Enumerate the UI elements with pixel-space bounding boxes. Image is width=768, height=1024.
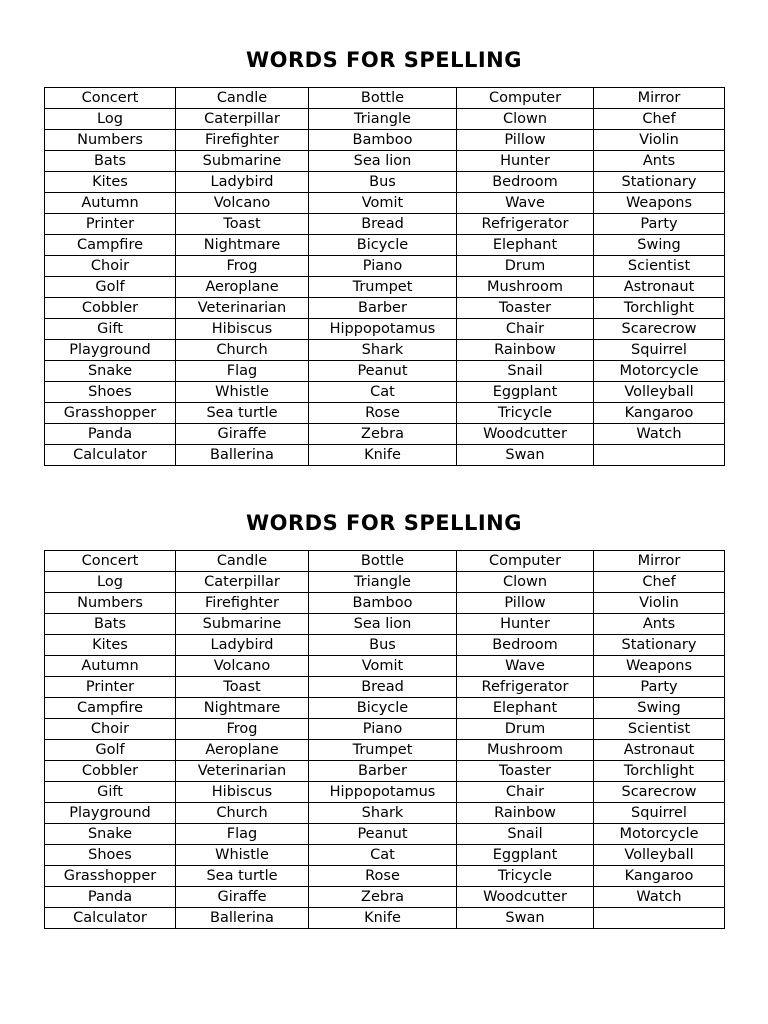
word-cell: Choir (45, 256, 176, 277)
word-cell: Torchlight (594, 298, 725, 319)
word-cell: Scarecrow (594, 782, 725, 803)
word-cell: Bread (309, 214, 457, 235)
word-cell: Stationary (594, 172, 725, 193)
table-row (45, 403, 725, 424)
word-cell: Bats (45, 151, 176, 172)
word-cell: Barber (309, 298, 457, 319)
word-cell: Frog (176, 256, 309, 277)
table-row (45, 298, 725, 319)
word-cell: Triangle (309, 109, 457, 130)
table-row (45, 172, 725, 193)
word-cell: Scientist (594, 719, 725, 740)
word-cell: Volcano (176, 656, 309, 677)
table-row (45, 887, 725, 908)
word-cell: Volleyball (594, 382, 725, 403)
word-cell: Chef (594, 572, 725, 593)
word-cell (594, 908, 725, 929)
word-cell: Volcano (176, 193, 309, 214)
word-cell: Ants (594, 151, 725, 172)
word-cell: Cobbler (45, 298, 176, 319)
word-cell: Playground (45, 340, 176, 361)
word-cell: Sea turtle (176, 403, 309, 424)
word-cell: Party (594, 214, 725, 235)
table-row (45, 656, 725, 677)
word-cell: Nightmare (176, 235, 309, 256)
word-cell: Playground (45, 803, 176, 824)
table-row (45, 256, 725, 277)
page-title: WORDS FOR SPELLING (246, 48, 522, 72)
word-cell: Peanut (309, 824, 457, 845)
word-cell: Kites (45, 172, 176, 193)
word-cell: Refrigerator (457, 677, 594, 698)
word-cell: Gift (45, 319, 176, 340)
table-row (45, 740, 725, 761)
word-cell: Golf (45, 740, 176, 761)
word-cell: Scarecrow (594, 319, 725, 340)
word-cell: Trumpet (309, 740, 457, 761)
word-cell: Astronaut (594, 740, 725, 761)
word-cell: Candle (176, 551, 309, 572)
word-cell: Rose (309, 403, 457, 424)
word-cell: Hunter (457, 151, 594, 172)
word-cell: Calculator (45, 908, 176, 929)
word-cell: Violin (594, 593, 725, 614)
word-cell: Choir (45, 719, 176, 740)
word-cell: Bedroom (457, 172, 594, 193)
word-cell: Swan (457, 445, 594, 466)
word-cell: Candle (176, 88, 309, 109)
table-row (45, 88, 725, 109)
word-cell: Bottle (309, 88, 457, 109)
word-cell: Drum (457, 719, 594, 740)
word-cell: Panda (45, 424, 176, 445)
word-cell: Sea turtle (176, 866, 309, 887)
word-cell: Chef (594, 109, 725, 130)
word-cell: Kangaroo (594, 403, 725, 424)
word-cell: Motorcycle (594, 361, 725, 382)
word-cell: Woodcutter (457, 424, 594, 445)
table-row (45, 635, 725, 656)
word-cell: Bus (309, 172, 457, 193)
word-cell: Motorcycle (594, 824, 725, 845)
word-cell: Aeroplane (176, 740, 309, 761)
table-row (45, 698, 725, 719)
word-cell: Shark (309, 340, 457, 361)
word-cell: Weapons (594, 193, 725, 214)
table-row (45, 845, 725, 866)
word-cell: Hibiscus (176, 782, 309, 803)
word-cell: Rose (309, 866, 457, 887)
word-cell: Eggplant (457, 845, 594, 866)
word-cell: Pillow (457, 130, 594, 151)
word-cell: Grasshopper (45, 403, 176, 424)
word-cell: Log (45, 109, 176, 130)
spelling-words-table (44, 550, 725, 929)
word-cell: Autumn (45, 656, 176, 677)
word-cell: Nightmare (176, 698, 309, 719)
word-cell: Bicycle (309, 698, 457, 719)
word-cell: Snake (45, 361, 176, 382)
word-cell: Hibiscus (176, 319, 309, 340)
table-row (45, 593, 725, 614)
word-cell: Barber (309, 761, 457, 782)
word-cell: Elephant (457, 698, 594, 719)
word-cell: Stationary (594, 635, 725, 656)
word-cell: Concert (45, 88, 176, 109)
word-cell: Squirrel (594, 803, 725, 824)
word-cell: Piano (309, 719, 457, 740)
word-cell: Chair (457, 782, 594, 803)
table-row (45, 361, 725, 382)
word-cell: Ladybird (176, 635, 309, 656)
word-cell: Knife (309, 445, 457, 466)
table-row (45, 908, 725, 929)
word-cell: Vomit (309, 193, 457, 214)
word-cell: Trumpet (309, 277, 457, 298)
word-cell: Bicycle (309, 235, 457, 256)
word-cell: Aeroplane (176, 277, 309, 298)
word-cell: Whistle (176, 845, 309, 866)
word-cell: Kangaroo (594, 866, 725, 887)
table-row (45, 193, 725, 214)
table-row (45, 319, 725, 340)
table-row (45, 866, 725, 887)
table-row (45, 677, 725, 698)
table-row (45, 382, 725, 403)
word-cell: Golf (45, 277, 176, 298)
word-cell: Printer (45, 214, 176, 235)
word-cell: Cat (309, 845, 457, 866)
word-cell: Concert (45, 551, 176, 572)
word-cell: Computer (457, 88, 594, 109)
word-cell: Swan (457, 908, 594, 929)
word-cell: Printer (45, 677, 176, 698)
word-cell: Campfire (45, 698, 176, 719)
word-cell: Bats (45, 614, 176, 635)
word-cell: Frog (176, 719, 309, 740)
word-cell: Whistle (176, 382, 309, 403)
word-cell: Kites (45, 635, 176, 656)
word-cell: Numbers (45, 593, 176, 614)
word-cell: Giraffe (176, 424, 309, 445)
word-cell: Giraffe (176, 887, 309, 908)
table-row (45, 424, 725, 445)
table-row (45, 151, 725, 172)
word-cell: Weapons (594, 656, 725, 677)
word-cell: Church (176, 803, 309, 824)
word-cell: Ants (594, 614, 725, 635)
word-cell: Toast (176, 214, 309, 235)
word-cell: Hunter (457, 614, 594, 635)
word-cell: Torchlight (594, 761, 725, 782)
word-cell: Triangle (309, 572, 457, 593)
word-cell: Firefighter (176, 130, 309, 151)
word-cell: Mirror (594, 88, 725, 109)
word-cell: Firefighter (176, 593, 309, 614)
word-cell: Caterpillar (176, 109, 309, 130)
word-cell: Bamboo (309, 593, 457, 614)
table-row (45, 109, 725, 130)
word-cell: Swing (594, 235, 725, 256)
word-cell: Veterinarian (176, 761, 309, 782)
word-cell: Sea lion (309, 151, 457, 172)
word-cell: Swing (594, 698, 725, 719)
word-cell: Eggplant (457, 382, 594, 403)
word-cell: Rainbow (457, 803, 594, 824)
word-cell: Squirrel (594, 340, 725, 361)
word-cell: Mushroom (457, 277, 594, 298)
word-cell: Autumn (45, 193, 176, 214)
word-cell: Zebra (309, 887, 457, 908)
table-row (45, 803, 725, 824)
word-cell: Clown (457, 109, 594, 130)
word-cell: Flag (176, 361, 309, 382)
table-row (45, 572, 725, 593)
word-cell: Bamboo (309, 130, 457, 151)
word-cell: Party (594, 677, 725, 698)
word-cell: Snail (457, 824, 594, 845)
word-cell: Chair (457, 319, 594, 340)
word-cell: Toaster (457, 298, 594, 319)
word-cell: Clown (457, 572, 594, 593)
word-cell: Hippopotamus (309, 782, 457, 803)
table-row (45, 445, 725, 466)
word-cell: Watch (594, 424, 725, 445)
word-cell: Numbers (45, 130, 176, 151)
word-cell: Shoes (45, 382, 176, 403)
word-cell: Church (176, 340, 309, 361)
word-cell: Shoes (45, 845, 176, 866)
word-cell: Rainbow (457, 340, 594, 361)
word-cell: Toast (176, 677, 309, 698)
table-row (45, 782, 725, 803)
word-cell: Ballerina (176, 908, 309, 929)
word-cell: Snake (45, 824, 176, 845)
word-cell: Elephant (457, 235, 594, 256)
word-cell (594, 445, 725, 466)
table-row (45, 214, 725, 235)
word-cell: Scientist (594, 256, 725, 277)
word-cell: Bus (309, 635, 457, 656)
table-row (45, 130, 725, 151)
table-row (45, 761, 725, 782)
table-row (45, 719, 725, 740)
word-cell: Toaster (457, 761, 594, 782)
word-cell: Pillow (457, 593, 594, 614)
word-cell: Veterinarian (176, 298, 309, 319)
word-cell: Panda (45, 887, 176, 908)
word-cell: Violin (594, 130, 725, 151)
word-cell: Astronaut (594, 277, 725, 298)
table-row (45, 551, 725, 572)
page-title: WORDS FOR SPELLING (246, 511, 522, 535)
word-cell: Ladybird (176, 172, 309, 193)
word-cell: Wave (457, 193, 594, 214)
word-cell: Tricycle (457, 866, 594, 887)
word-cell: Bottle (309, 551, 457, 572)
word-cell: Mushroom (457, 740, 594, 761)
word-cell: Woodcutter (457, 887, 594, 908)
word-cell: Tricycle (457, 403, 594, 424)
word-cell: Volleyball (594, 845, 725, 866)
word-cell: Refrigerator (457, 214, 594, 235)
word-cell: Caterpillar (176, 572, 309, 593)
word-cell: Sea lion (309, 614, 457, 635)
word-cell: Submarine (176, 614, 309, 635)
word-cell: Flag (176, 824, 309, 845)
word-cell: Mirror (594, 551, 725, 572)
word-cell: Knife (309, 908, 457, 929)
table-row (45, 614, 725, 635)
word-cell: Snail (457, 361, 594, 382)
word-cell: Hippopotamus (309, 319, 457, 340)
word-cell: Cobbler (45, 761, 176, 782)
word-cell: Shark (309, 803, 457, 824)
word-cell: Submarine (176, 151, 309, 172)
word-cell: Campfire (45, 235, 176, 256)
word-cell: Computer (457, 551, 594, 572)
word-cell: Ballerina (176, 445, 309, 466)
word-cell: Bread (309, 677, 457, 698)
word-cell: Cat (309, 382, 457, 403)
word-cell: Calculator (45, 445, 176, 466)
word-cell: Vomit (309, 656, 457, 677)
table-row (45, 277, 725, 298)
word-cell: Bedroom (457, 635, 594, 656)
word-cell: Wave (457, 656, 594, 677)
table-row (45, 824, 725, 845)
word-cell: Peanut (309, 361, 457, 382)
word-cell: Zebra (309, 424, 457, 445)
spelling-words-table (44, 87, 725, 466)
word-cell: Piano (309, 256, 457, 277)
word-cell: Drum (457, 256, 594, 277)
word-cell: Gift (45, 782, 176, 803)
table-row (45, 235, 725, 256)
word-cell: Grasshopper (45, 866, 176, 887)
table-row (45, 340, 725, 361)
word-cell: Log (45, 572, 176, 593)
word-cell: Watch (594, 887, 725, 908)
